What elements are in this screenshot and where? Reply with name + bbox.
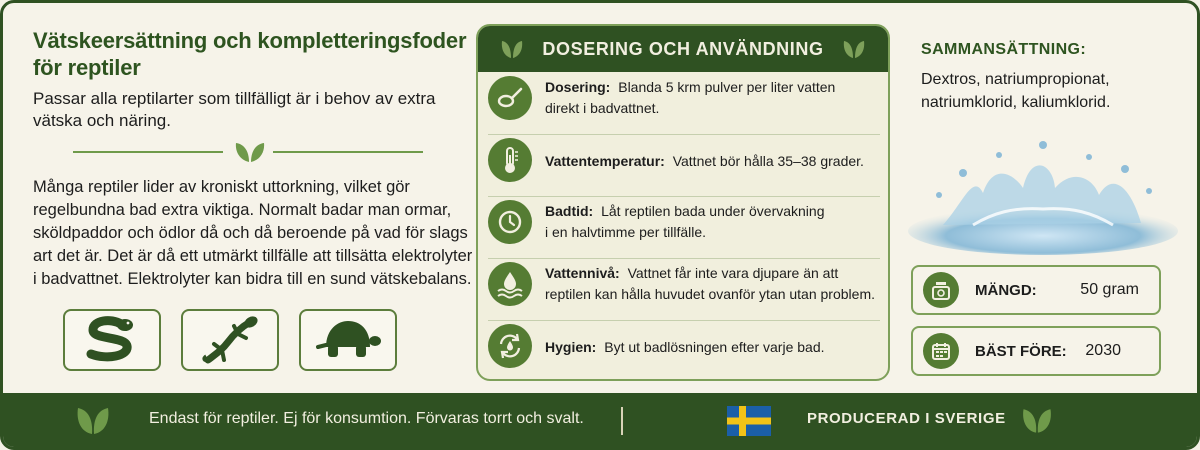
- product-title: Vätskeersättning och kompletteringsfoder för reptiler: [33, 28, 467, 80]
- footer: [3, 393, 1197, 450]
- refresh-drop-icon: [488, 324, 532, 368]
- dose-text-line2: direkt i badvattnet.: [545, 100, 660, 116]
- turtle-icon: [314, 315, 382, 365]
- thermometer-icon: [488, 138, 532, 182]
- turtle-box: [299, 309, 397, 371]
- dose-label: Dosering:: [545, 79, 611, 95]
- lizard-box: [181, 309, 279, 371]
- amount-label: MÄNGD:: [975, 281, 1037, 299]
- product-info: [33, 27, 473, 291]
- product-subtitle: Passar alla reptilarter som tillfälligt är i behov av extra vätska och näring.: [33, 89, 436, 130]
- best-before-label: BÄST FÖRE:: [975, 342, 1067, 360]
- bath-time-label: Badtid:: [545, 203, 594, 219]
- snake-box: [63, 309, 161, 371]
- hygiene-label: Hygien:: [545, 338, 597, 355]
- clock-icon: [488, 200, 532, 244]
- dosing-row-water-level: [488, 262, 880, 306]
- temperature-label: Vattentemperatur:: [545, 152, 665, 169]
- composition-text: Dextros, natriumpropionat, natriumklorid, kaliumklorid.: [921, 71, 1111, 111]
- dosing-header: [478, 26, 888, 72]
- dosing-panel: [476, 24, 890, 381]
- leaf-icon: [232, 140, 268, 164]
- scale-icon: [923, 272, 959, 308]
- dosing-row-dose: [488, 76, 880, 120]
- water-level-label: Vattennivå:: [545, 265, 620, 281]
- dosing-row-hygiene: [488, 324, 880, 368]
- amount-box: [911, 265, 1161, 315]
- water-level-icon: [488, 262, 532, 306]
- animal-icons: [63, 309, 397, 371]
- leaf-icon: [73, 404, 113, 436]
- dose-text-line1: Blanda 5 krm pulver per liter vatten: [618, 79, 836, 95]
- temperature-text: Vattnet bör hålla 35–38 grader.: [672, 152, 864, 169]
- leaf-divider: [33, 138, 473, 166]
- hygiene-text: Byt ut badlösningen efter varje bad.: [604, 338, 825, 355]
- dosing-row-bath-time: [488, 200, 880, 244]
- bath-time-text-line1: Låt reptilen bada under övervakning: [601, 203, 825, 219]
- leaf-icon: [1019, 405, 1055, 435]
- calendar-icon: [923, 333, 959, 369]
- leaf-icon: [500, 39, 524, 59]
- product-description: Många reptiler lider av kroniskt uttorkning, vilket gör regelbundna bad extra viktiga. Normalt badar man ormar, sköldpaddor och ödlor då och då beroende på vad för slags art det är. Det är då ett utmärkt tillfälle att tillsätta elektrolyter i badvattnet. Elektrolyter kan bidra till en sund vätskebalans.: [33, 178, 473, 288]
- dosing-row-temperature: [488, 138, 880, 182]
- footer-origin: PRODUCERAD I SVERIGE: [807, 410, 1006, 427]
- water-splash-image: [903, 133, 1183, 258]
- water-level-text-line2: reptilen kan hålla huvudet ovanför ytan utan problem.: [545, 286, 875, 302]
- dosing-title: DOSERING OCH ANVÄNDNING: [542, 38, 824, 59]
- lizard-icon: [198, 314, 262, 366]
- composition-title: SAMMANSÄTTNING:: [921, 41, 1087, 58]
- footer-warning: Endast för reptiler. Ej för konsumtion. Förvaras torrt och svalt.: [149, 410, 584, 427]
- bath-time-text-line2: i en halvtimme per tillfälle.: [545, 224, 707, 240]
- best-before-box: [911, 326, 1161, 376]
- composition-section: [899, 27, 1189, 114]
- sweden-flag-icon: [727, 406, 771, 436]
- spoon-icon: [488, 76, 532, 120]
- water-level-text-line1: Vattnet får inte vara djupare än att: [627, 265, 839, 281]
- best-before-value: 2030: [1085, 342, 1121, 359]
- amount-value: 50 gram: [1080, 281, 1139, 298]
- footer-divider: [621, 407, 623, 435]
- snake-icon: [81, 314, 143, 366]
- leaf-icon: [842, 39, 866, 59]
